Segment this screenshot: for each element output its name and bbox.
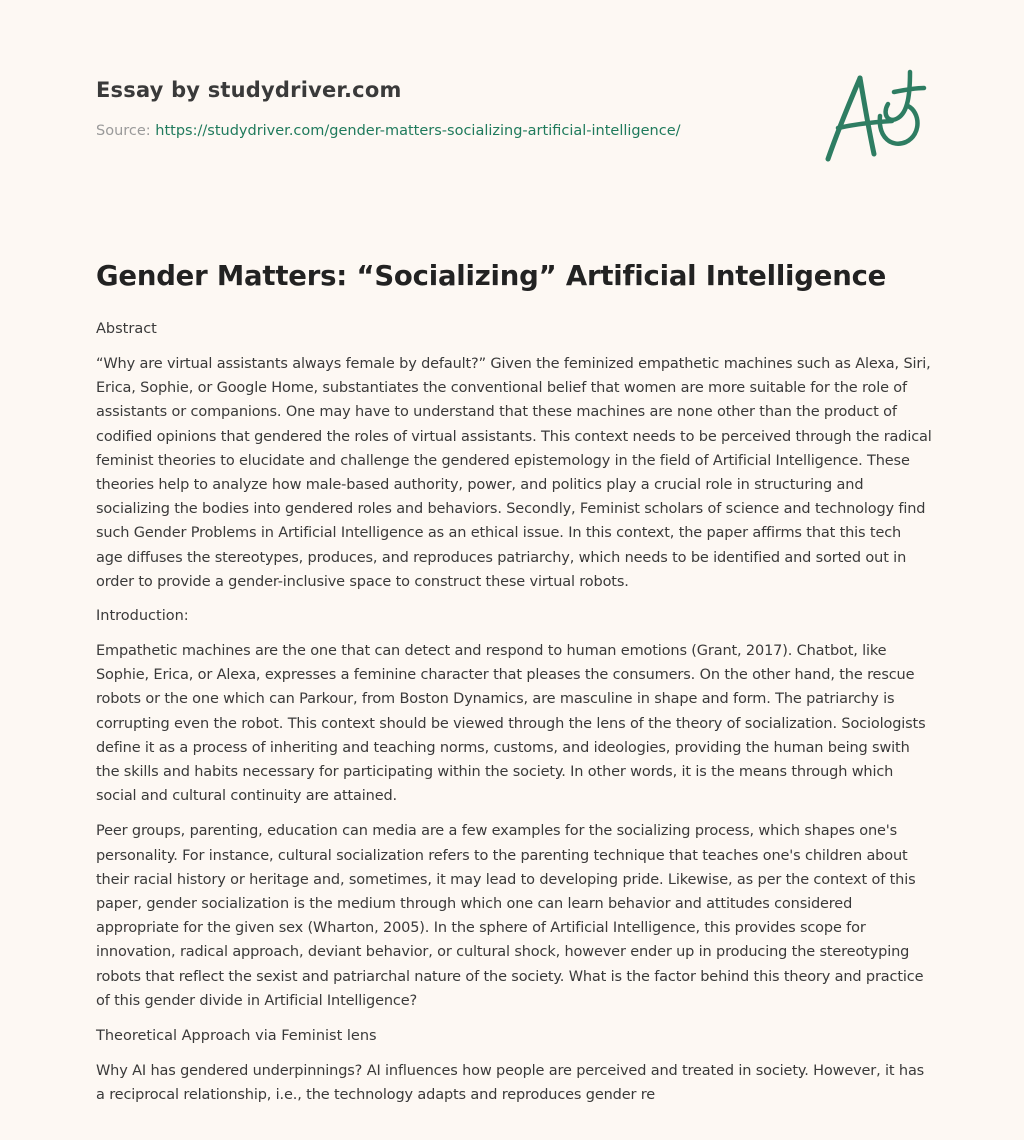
site-title: Essay by studydriver.com <box>96 78 402 102</box>
section-heading-abstract: Abstract <box>96 321 157 337</box>
section-heading-introduction: Introduction: <box>96 608 189 625</box>
paragraph: Empathetic machines are the one that can detect and respond to human emotions (Grant, 2017). Chatbot, like Sophie, Erica, or Alexa, expresses a feminine character that pleases the consumers. On the other hand, the rescue robots or the one which can Parkour, from Boston Dynamics, are masculine in shape and form. The patriarchy is corrupting even the robot. This context should be viewed through the lens of the theory of socialization. Sociologists define it as a process of inheriting and teaching norms, customs, and ideologies, providing the human being swith the skills and habits necessary for participating within the society. In other words, it is the means through which social and cultural continuity are attained. <box>96 643 926 805</box>
source-link[interactable]: https://studydriver.com/gender-matters-socializing-artificial-intelligence/ <box>155 123 681 139</box>
essay-body <box>96 256 932 1107</box>
essay-title: Gender Matters: “Socializing” Artificial Intelligence <box>96 260 887 292</box>
section-heading-theoretical-approach: Theoretical Approach via Feminist lens <box>96 1028 377 1045</box>
a-plus-logo-icon <box>818 66 930 166</box>
essay-header <box>96 76 796 141</box>
paragraph: Why AI has gendered underpinnings? AI influences how people are perceived and treated in society. However, it has a reciprocal relationship, i.e., the technology adapts and reproduces gender re <box>96 1063 925 1104</box>
source-line <box>96 121 796 141</box>
source-label: Source: <box>96 123 151 139</box>
paragraph: Peer groups, parenting, education can media are a few examples for the socializing process, which shapes one's personality. For instance, cultural socialization refers to the parenting technique that teaches one's children about their racial history or heritage and, sometimes, it may lead to developing pride. Likewise, as per the context of this paper, gender socialization is the medium through which one can learn behavior and attitudes considered appropriate for the given sex (Wharton, 2005). In the sphere of Artificial Intelligence, this provides scope for innovation, radical approach, deviant behavior, or cultural shock, however ender up in producing the stereotyping robots that reflect the sexist and patriarchal nature of the society. What is the factor behind this theory and practice of this gender divide in Artificial Intelligence? <box>96 823 924 1009</box>
paragraph: “Why are virtual assistants always female by default?” Given the feminized empathetic machines such as Alexa, Siri, Erica, Sophie, or Google Home, substantiates the conventional belief that women are more suitable for the role of assistants or companions. One may have to understand that these machines are none other than the product of codified opinions that gendered the roles of virtual assistants. This context needs to be perceived through the radical feminist theories to elucidate and challenge the gendered epistemology in the field of Artificial Intelligence. These theories help to analyze how male-based authority, power, and politics play a crucial role in structuring and socializing the bodies into gendered roles and behaviors. Secondly, Feminist scholars of science and technology find such Gender Problems in Artificial Intelligence as an ethical issue. In this context, the paper affirms that this tech age diffuses the stereotypes, produces, and reproduces patriarchy, which needs to be identified and sorted out in order to provide a gender-inclusive space to construct these virtual robots. <box>96 356 932 590</box>
